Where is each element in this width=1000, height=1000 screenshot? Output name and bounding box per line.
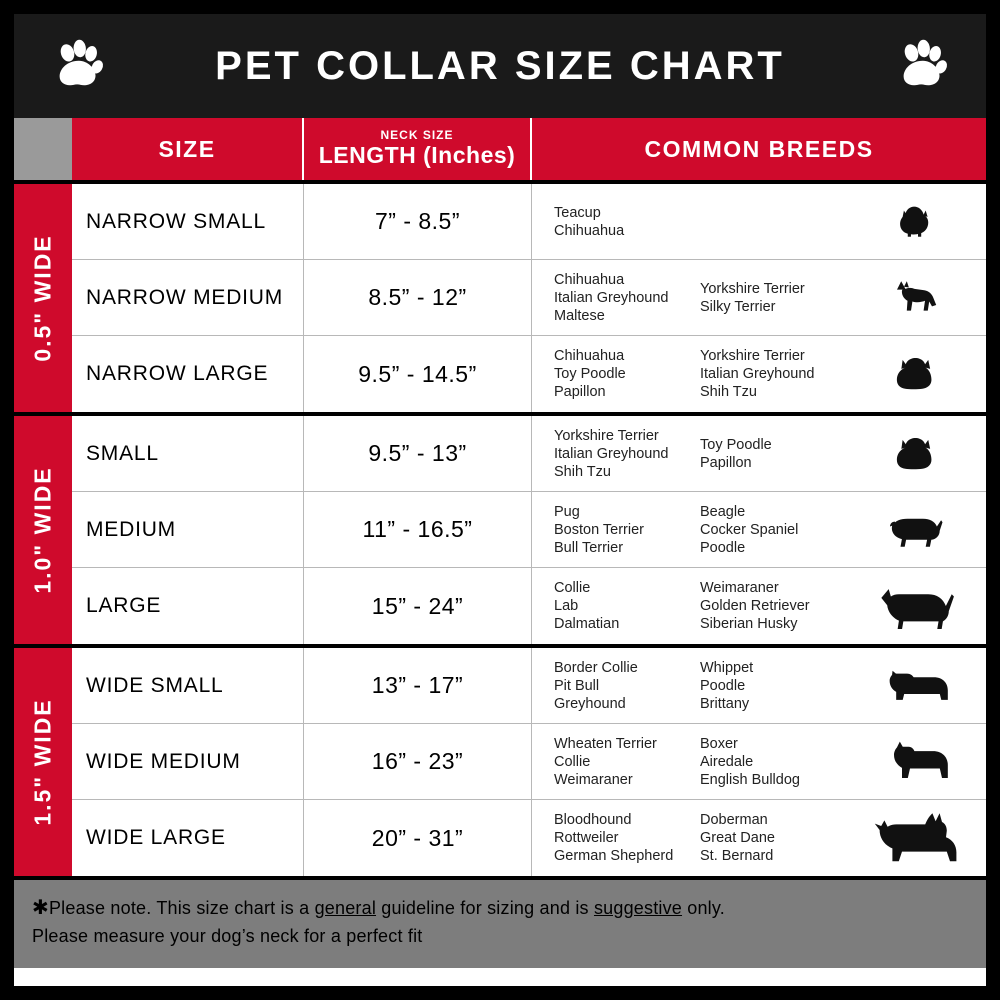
- breed-item: Silky Terrier: [700, 298, 776, 315]
- breed-item: Greyhound: [554, 695, 626, 712]
- cell-breeds: [532, 568, 986, 644]
- breed-column-2: [700, 735, 850, 789]
- cell-length: 8.5” - 12”: [304, 260, 532, 335]
- breed-item: Collie: [554, 753, 591, 770]
- group-label-standard: [14, 416, 72, 644]
- table-row: [72, 492, 986, 568]
- table-row: [72, 800, 986, 876]
- breed-item: Toy Poodle: [700, 436, 772, 453]
- chihuahua-silhouette-icon: [850, 260, 986, 335]
- cell-breeds: [532, 416, 986, 491]
- breed-item: Poodle: [700, 539, 746, 556]
- breed-column-1: [554, 659, 700, 713]
- group-label-wide: [14, 648, 72, 876]
- retriever-silhouette-icon: [850, 568, 986, 644]
- breed-item: German Shepherd: [554, 848, 674, 864]
- breed-column-2: [700, 347, 850, 401]
- footer-emphasis-suggestive: suggestive: [593, 898, 683, 918]
- yorkie-silhouette-icon: [850, 184, 986, 259]
- column-header-breeds: [532, 118, 986, 180]
- beagle-silhouette-icon: [850, 492, 986, 567]
- breed-item: Weimaraner: [700, 580, 779, 596]
- cell-length: 16” - 23”: [304, 724, 532, 799]
- breed-item: Weimaraner: [554, 771, 633, 788]
- breed-item: Golden Retriever: [700, 598, 810, 614]
- breed-item: Pug: [554, 503, 580, 520]
- cell-size: WIDE LARGE: [72, 800, 304, 876]
- breed-item: Boxer: [700, 735, 738, 752]
- breed-item: Collie: [554, 580, 591, 596]
- breed-column-2: [700, 659, 850, 713]
- breed-column-1: [554, 811, 700, 865]
- breed-item: Boston Terrier: [554, 521, 644, 538]
- asterisk-icon: ✱: [32, 897, 49, 919]
- breed-column-2: [700, 503, 850, 557]
- breed-item: Chihuahua: [554, 271, 625, 288]
- breed-column-1: [554, 347, 700, 401]
- cell-size: SMALL: [72, 416, 304, 491]
- breed-item: Shih Tzu: [700, 384, 757, 400]
- breed-column-2: [700, 811, 850, 865]
- breed-item: Toy Poodle: [554, 366, 626, 382]
- breed-item: Great Dane: [700, 830, 775, 846]
- cell-length: 13” - 17”: [304, 648, 532, 723]
- chart-header: [14, 14, 986, 118]
- papillon-silhouette-icon: [850, 336, 986, 412]
- breed-item: Italian Greyhound: [700, 366, 815, 382]
- breed-item: Shih Tzu: [554, 463, 611, 480]
- breed-column-1: [554, 579, 700, 633]
- paw-print-icon: [50, 38, 106, 94]
- column-header-breeds-label: COMMON BREEDS: [644, 135, 874, 162]
- cell-length: 9.5” - 13”: [304, 416, 532, 491]
- group-label-narrow: [14, 184, 72, 412]
- breed-item: Maltese: [554, 307, 605, 324]
- cell-size: NARROW SMALL: [72, 184, 304, 259]
- breed-item: Yorkshire Terrier: [554, 427, 659, 444]
- breed-item: St. Bernard: [700, 848, 774, 864]
- breed-item: Bull Terrier: [554, 539, 624, 556]
- footer-text-b: guideline for sizing and is: [376, 898, 594, 918]
- breed-item: Italian Greyhound: [554, 289, 669, 306]
- breed-column-1: [554, 427, 700, 481]
- breed-item: Pit Bull: [554, 677, 600, 694]
- breed-item: Yorkshire Terrier: [700, 348, 805, 364]
- breed-item: Bloodhound: [554, 812, 632, 828]
- breed-column-2: [700, 579, 850, 633]
- page-title: PET COLLAR SIZE CHART: [215, 43, 785, 88]
- column-header-length: [304, 118, 532, 180]
- group-standard: [14, 412, 986, 644]
- group-wide: [14, 644, 986, 876]
- papillon-silhouette-icon: [850, 416, 986, 491]
- breed-item: Papillon: [554, 384, 606, 400]
- cell-breeds: [532, 336, 986, 412]
- breed-item: Rottweiler: [554, 830, 619, 846]
- breed-item: Cocker Spaniel: [700, 521, 799, 538]
- cell-length: 20” - 31”: [304, 800, 532, 876]
- breed-item: Border Collie: [554, 659, 638, 676]
- cell-size: WIDE MEDIUM: [72, 724, 304, 799]
- breed-item: Brittany: [700, 695, 750, 712]
- breed-item: Lab: [554, 598, 579, 614]
- footer-text-c: only.: [682, 898, 725, 918]
- cell-size: LARGE: [72, 568, 304, 644]
- table-row: [72, 416, 986, 492]
- cell-breeds: [532, 184, 986, 259]
- group-narrow-rows: [72, 184, 986, 412]
- pitbull-silhouette-icon: [850, 648, 986, 723]
- table-row: [72, 724, 986, 800]
- cell-length: 11” - 16.5”: [304, 492, 532, 567]
- breed-item: Siberian Husky: [700, 616, 798, 632]
- breed-item: Italian Greyhound: [554, 445, 669, 462]
- breed-item: Teacup: [554, 204, 601, 221]
- cell-size: NARROW MEDIUM: [72, 260, 304, 335]
- footer-emphasis-general: general: [314, 898, 377, 918]
- breed-item: Airedale: [700, 753, 754, 770]
- cell-breeds: [532, 724, 986, 799]
- breed-item: Beagle: [700, 503, 746, 520]
- group-label-narrow-text: 0.5" WIDE: [29, 234, 56, 362]
- cell-length: 7” - 8.5”: [304, 184, 532, 259]
- breed-column-1: [554, 271, 700, 325]
- breed-column-1: [554, 735, 700, 789]
- chart-footer-note: [14, 876, 986, 968]
- cell-size: MEDIUM: [72, 492, 304, 567]
- size-table: [14, 118, 986, 876]
- breed-item: Whippet: [700, 659, 754, 676]
- cell-breeds: [532, 260, 986, 335]
- table-row: [72, 648, 986, 724]
- breed-item: Poodle: [700, 677, 746, 694]
- table-row: [72, 568, 986, 644]
- column-header-length-sup: NECK SIZE: [380, 128, 454, 142]
- group-label-standard-text: 1.0" WIDE: [29, 466, 56, 594]
- table-header-row: [14, 118, 986, 180]
- breed-item: Papillon: [700, 454, 752, 471]
- group-wide-rows: [72, 648, 986, 876]
- breed-column-2: [700, 280, 850, 316]
- breed-item: Doberman: [700, 812, 768, 828]
- breed-item: Chihuahua: [554, 348, 625, 364]
- breed-item: Wheaten Terrier: [554, 735, 657, 752]
- footer-text-a: Please note. This size chart is a: [48, 898, 315, 918]
- cell-breeds: [532, 648, 986, 723]
- cell-breeds: [532, 800, 986, 876]
- table-row: [72, 336, 986, 412]
- footer-line-2: Please measure your dog’s neck for a perfect fit: [32, 926, 423, 946]
- group-label-wide-text: 1.5" WIDE: [29, 698, 56, 826]
- breed-item: Yorkshire Terrier: [700, 280, 805, 297]
- cell-size: WIDE SMALL: [72, 648, 304, 723]
- breed-item: Dalmatian: [554, 616, 620, 632]
- breed-item: English Bulldog: [700, 771, 800, 788]
- footer-line-1: [32, 894, 968, 922]
- cell-length: 9.5” - 14.5”: [304, 336, 532, 412]
- boxer-silhouette-icon: [850, 724, 986, 799]
- group-standard-rows: [72, 416, 986, 644]
- cell-length: 15” - 24”: [304, 568, 532, 644]
- header-corner-spacer: [14, 118, 72, 180]
- cell-breeds: [532, 492, 986, 567]
- table-row: [72, 184, 986, 260]
- cell-size: NARROW LARGE: [72, 336, 304, 412]
- column-header-size: [72, 118, 304, 180]
- group-narrow: [14, 180, 986, 412]
- breed-column-1: [554, 204, 700, 240]
- table-row: [72, 260, 986, 336]
- column-header-length-label: LENGTH (Inches): [318, 142, 516, 168]
- column-header-size-label: SIZE: [158, 135, 216, 162]
- paw-print-icon: [894, 38, 950, 94]
- doberman-silhouette-icon: [850, 800, 986, 876]
- breed-item: Chihuahua: [554, 222, 625, 239]
- breed-column-2: [700, 436, 850, 472]
- breed-column-1: [554, 503, 700, 557]
